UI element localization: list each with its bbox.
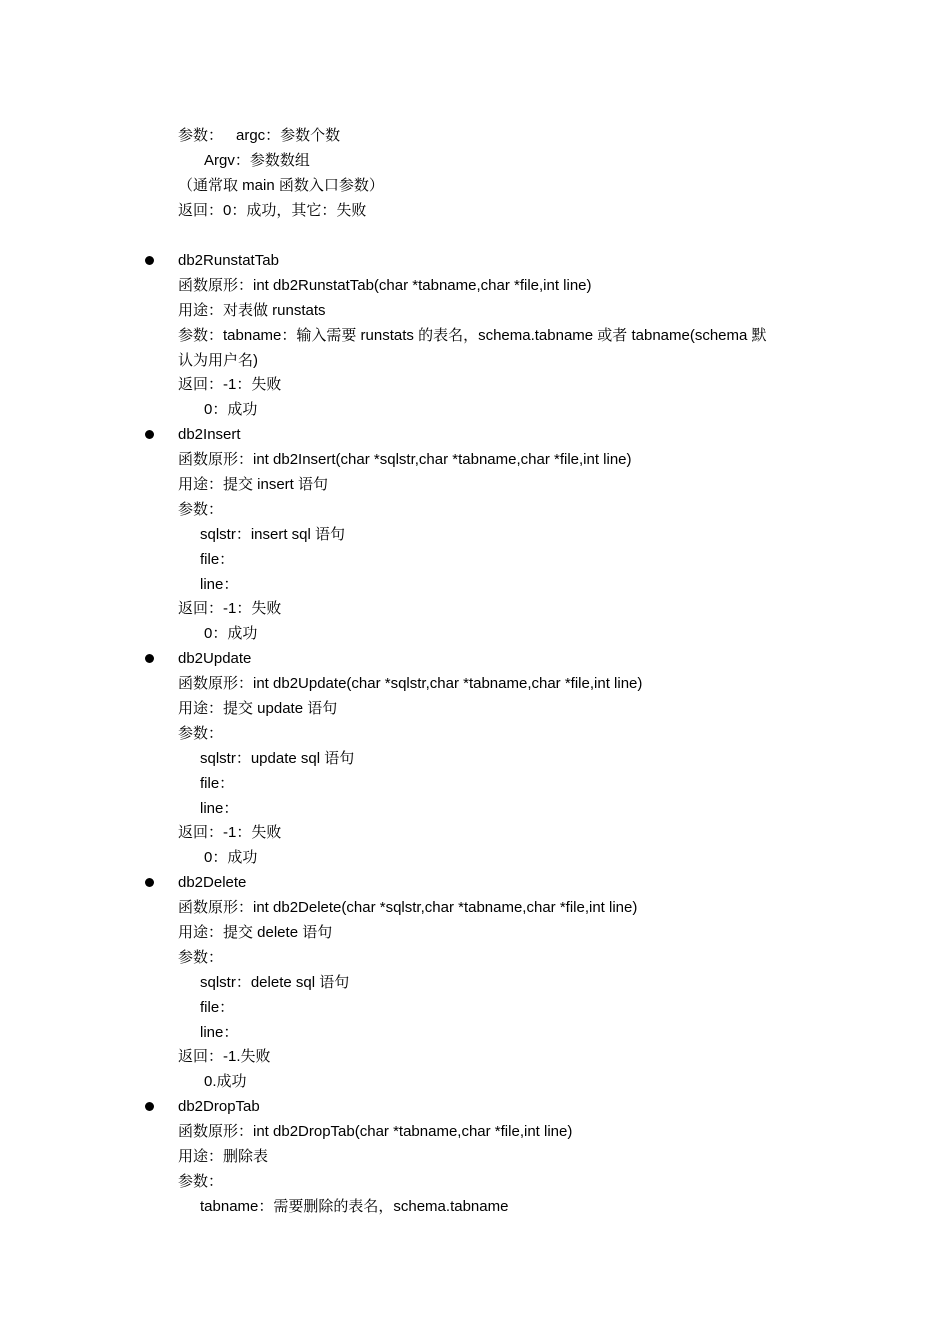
intro-returns: 返回：0：成功，其它：失败 (178, 202, 367, 219)
function-returns: 返回：-1：失败 (178, 824, 282, 841)
param-sqlstr: sqlstr：insert sql 语句 (200, 526, 346, 543)
param-file: file： (200, 551, 235, 568)
function-returns-success: 0：成功 (204, 625, 258, 642)
function-returns-success: 0.成功 (204, 1073, 247, 1090)
section-title: db2Delete (178, 874, 247, 891)
intro-note: （通常取 main 函数入口参数） (178, 177, 384, 194)
param-sqlstr: sqlstr：update sql 语句 (200, 750, 355, 767)
param-file: file： (200, 999, 235, 1016)
function-params-cont: 认为用户名) (178, 352, 258, 369)
bullet-icon (145, 430, 154, 439)
function-returns: 返回：-1：失败 (178, 600, 282, 617)
param-line: line： (200, 800, 239, 817)
bullet-icon (145, 256, 154, 265)
function-prototype: 函数原形：int db2Delete(char *sqlstr,char *tabname,char *file,int line) (178, 899, 638, 916)
function-params: 参数： (178, 949, 224, 966)
param-line: line： (200, 576, 239, 593)
function-params: 参数： (178, 1173, 224, 1190)
param-line: line： (200, 1024, 239, 1041)
intro-param-argv: Argv：参数数组 (204, 152, 310, 169)
param-file: file： (200, 775, 235, 792)
section-title: db2DropTab (178, 1098, 260, 1115)
intro-param-argc: argc：参数个数 (236, 127, 341, 144)
function-returns-success: 0：成功 (204, 401, 258, 418)
bullet-icon (145, 654, 154, 663)
function-returns: 返回：-1.失败 (178, 1048, 271, 1065)
function-usage: 用途：提交 delete 语句 (178, 924, 333, 941)
function-params: 参数：tabname：输入需要 runstats 的表名，schema.tabname 或者 tabname(schema 默 (178, 327, 767, 344)
function-usage: 用途：提交 insert 语句 (178, 476, 329, 493)
function-returns: 返回：-1：失败 (178, 376, 282, 393)
bullet-icon (145, 878, 154, 887)
bullet-icon (145, 1102, 154, 1111)
function-prototype: 函数原形：int db2DropTab(char *tabname,char *file,int line) (178, 1123, 573, 1140)
function-params: 参数： (178, 725, 224, 742)
function-usage: 用途：提交 update 语句 (178, 700, 338, 717)
param-tabname: tabname：需要删除的表名，schema.tabname (200, 1198, 509, 1215)
function-prototype: 函数原形：int db2RunstatTab(char *tabname,char *file,int line) (178, 277, 592, 294)
param-sqlstr: sqlstr：delete sql 语句 (200, 974, 350, 991)
function-returns-success: 0：成功 (204, 849, 258, 866)
function-usage: 用途：对表做 runstats (178, 302, 326, 319)
function-prototype: 函数原形：int db2Insert(char *sqlstr,char *tabname,char *file,int line) (178, 451, 632, 468)
section-title: db2RunstatTab (178, 252, 279, 269)
intro-params-label: 参数： (178, 127, 224, 144)
function-usage: 用途：删除表 (178, 1148, 269, 1165)
function-params: 参数： (178, 501, 224, 518)
function-prototype: 函数原形：int db2Update(char *sqlstr,char *tabname,char *file,int line) (178, 675, 643, 692)
section-title: db2Update (178, 650, 252, 667)
section-title: db2Insert (178, 426, 241, 443)
